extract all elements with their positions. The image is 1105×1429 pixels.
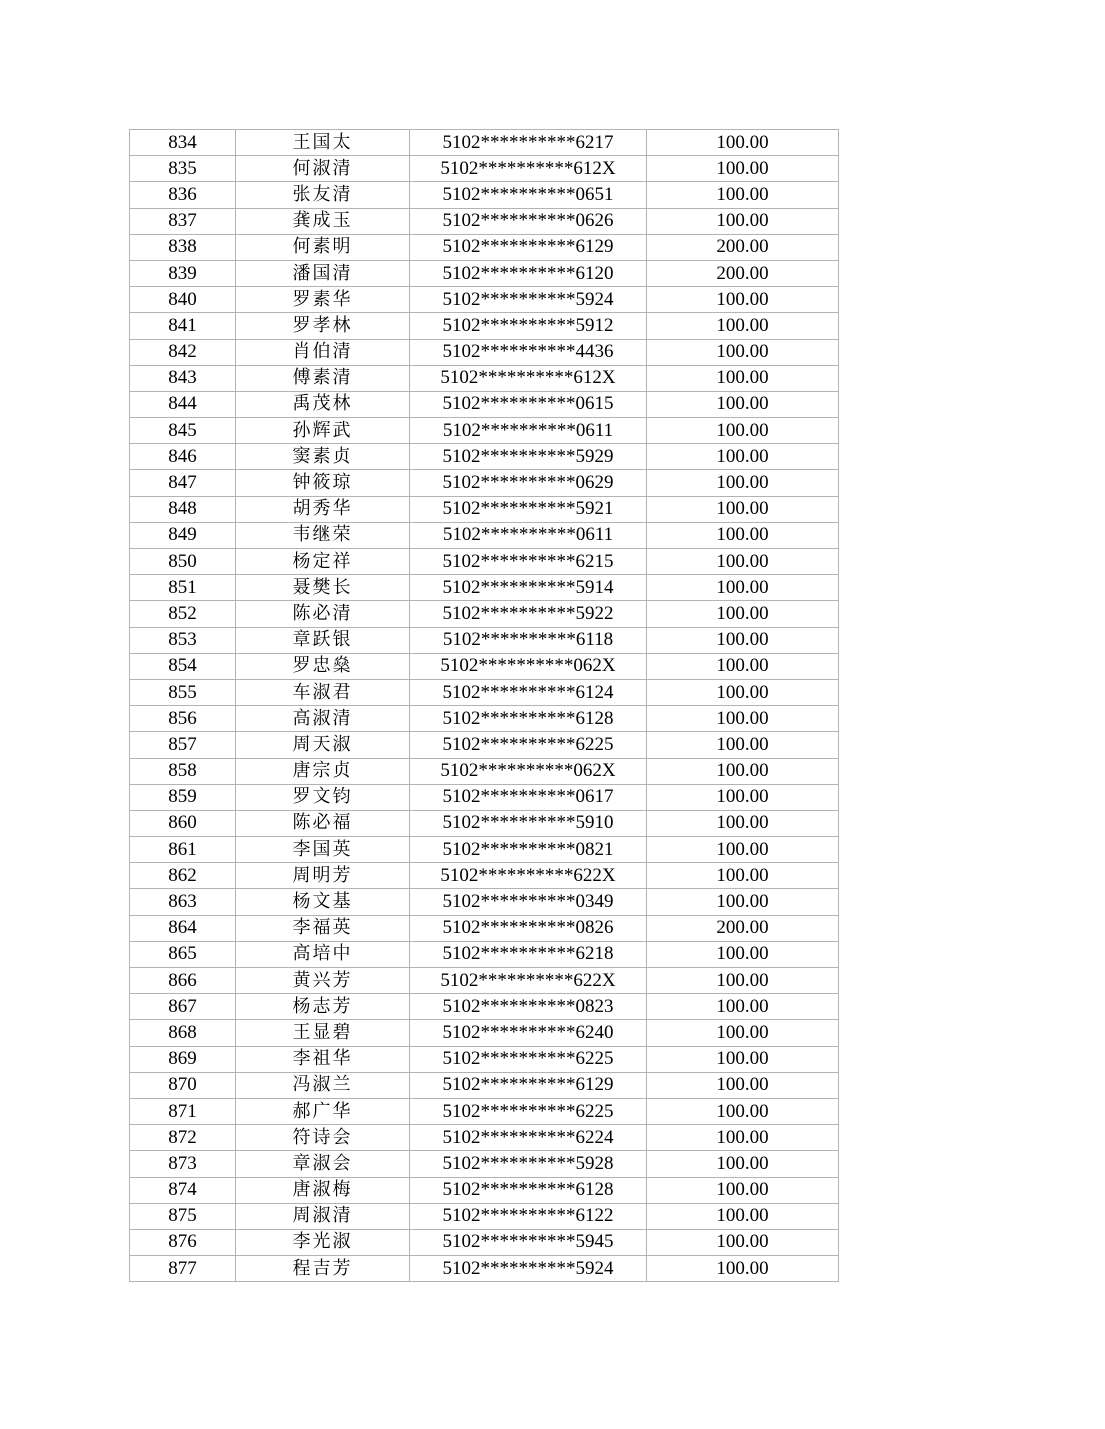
amount-cell: 100.00 — [647, 496, 839, 522]
amount-cell: 100.00 — [647, 182, 839, 208]
table-row — [130, 234, 839, 260]
amount-cell: 100.00 — [647, 1151, 839, 1177]
id-number-cell: 5102**********612X — [410, 365, 647, 391]
id-number-cell: 5102**********0615 — [410, 391, 647, 417]
amount-cell: 100.00 — [647, 994, 839, 1020]
table-row — [130, 575, 839, 601]
person-name-cell: 窦素贞 — [236, 444, 410, 470]
person-name-cell: 唐淑梅 — [236, 1177, 410, 1203]
amount-cell: 100.00 — [647, 863, 839, 889]
person-name-cell: 何淑清 — [236, 156, 410, 182]
table-row — [130, 208, 839, 234]
person-name-cell: 符诗会 — [236, 1125, 410, 1151]
table-row — [130, 549, 839, 575]
person-name-cell: 章淑会 — [236, 1151, 410, 1177]
id-number-cell: 5102**********6129 — [410, 1072, 647, 1098]
amount-cell: 100.00 — [647, 418, 839, 444]
row-number-cell: 875 — [130, 1203, 236, 1229]
row-number-cell: 839 — [130, 260, 236, 286]
id-number-cell: 5102**********6225 — [410, 732, 647, 758]
person-name-cell: 潘国清 — [236, 260, 410, 286]
amount-cell: 100.00 — [647, 732, 839, 758]
amount-cell: 100.00 — [647, 1256, 839, 1282]
amount-cell: 200.00 — [647, 260, 839, 286]
roster-table-body — [130, 130, 839, 1282]
amount-cell: 100.00 — [647, 758, 839, 784]
amount-cell: 100.00 — [647, 784, 839, 810]
id-number-cell: 5102**********5929 — [410, 444, 647, 470]
id-number-cell: 5102**********0826 — [410, 915, 647, 941]
id-number-cell: 5102**********062X — [410, 758, 647, 784]
table-row — [130, 287, 839, 313]
row-number-cell: 864 — [130, 915, 236, 941]
id-number-cell: 5102**********6240 — [410, 1020, 647, 1046]
table-row — [130, 601, 839, 627]
amount-cell: 100.00 — [647, 156, 839, 182]
row-number-cell: 872 — [130, 1125, 236, 1151]
amount-cell: 100.00 — [647, 706, 839, 732]
id-number-cell: 5102**********6122 — [410, 1203, 647, 1229]
person-name-cell: 李祖华 — [236, 1046, 410, 1072]
row-number-cell: 849 — [130, 522, 236, 548]
amount-cell: 100.00 — [647, 810, 839, 836]
row-number-cell: 836 — [130, 182, 236, 208]
amount-cell: 200.00 — [647, 234, 839, 260]
person-name-cell: 高培中 — [236, 941, 410, 967]
amount-cell: 100.00 — [647, 1177, 839, 1203]
id-number-cell: 5102**********0626 — [410, 208, 647, 234]
row-number-cell: 876 — [130, 1229, 236, 1255]
amount-cell: 100.00 — [647, 391, 839, 417]
id-number-cell: 5102**********5922 — [410, 601, 647, 627]
person-name-cell: 何素明 — [236, 234, 410, 260]
amount-cell: 100.00 — [647, 627, 839, 653]
person-name-cell: 周明芳 — [236, 863, 410, 889]
person-name-cell: 钟筱琼 — [236, 470, 410, 496]
amount-cell: 100.00 — [647, 339, 839, 365]
table-row — [130, 1125, 839, 1151]
row-number-cell: 842 — [130, 339, 236, 365]
table-row — [130, 1072, 839, 1098]
row-number-cell: 873 — [130, 1151, 236, 1177]
row-number-cell: 851 — [130, 575, 236, 601]
row-number-cell: 850 — [130, 549, 236, 575]
table-row — [130, 156, 839, 182]
id-number-cell: 5102**********622X — [410, 863, 647, 889]
table-row — [130, 627, 839, 653]
person-name-cell: 肖伯清 — [236, 339, 410, 365]
table-row — [130, 1229, 839, 1255]
person-name-cell: 高淑清 — [236, 706, 410, 732]
amount-cell: 100.00 — [647, 837, 839, 863]
table-row — [130, 1256, 839, 1282]
id-number-cell: 5102**********4436 — [410, 339, 647, 365]
table-row — [130, 732, 839, 758]
table-row — [130, 1098, 839, 1124]
id-number-cell: 5102**********5945 — [410, 1229, 647, 1255]
person-name-cell: 杨定祥 — [236, 549, 410, 575]
person-name-cell: 孙辉武 — [236, 418, 410, 444]
person-name-cell: 冯淑兰 — [236, 1072, 410, 1098]
row-number-cell: 861 — [130, 837, 236, 863]
id-number-cell: 5102**********612X — [410, 156, 647, 182]
row-number-cell: 856 — [130, 706, 236, 732]
row-number-cell: 874 — [130, 1177, 236, 1203]
amount-cell: 100.00 — [647, 653, 839, 679]
id-number-cell: 5102**********622X — [410, 968, 647, 994]
id-number-cell: 5102**********6128 — [410, 1177, 647, 1203]
row-number-cell: 853 — [130, 627, 236, 653]
table-row — [130, 130, 839, 156]
row-number-cell: 844 — [130, 391, 236, 417]
row-number-cell: 846 — [130, 444, 236, 470]
table-row — [130, 365, 839, 391]
id-number-cell: 5102**********6129 — [410, 234, 647, 260]
id-number-cell: 5102**********0349 — [410, 889, 647, 915]
row-number-cell: 858 — [130, 758, 236, 784]
table-row — [130, 313, 839, 339]
row-number-cell: 863 — [130, 889, 236, 915]
amount-cell: 100.00 — [647, 575, 839, 601]
person-name-cell: 杨志芳 — [236, 994, 410, 1020]
id-number-cell: 5102**********6118 — [410, 627, 647, 653]
id-number-cell: 5102**********6224 — [410, 1125, 647, 1151]
person-name-cell: 陈必福 — [236, 810, 410, 836]
row-number-cell: 840 — [130, 287, 236, 313]
person-name-cell: 罗文钧 — [236, 784, 410, 810]
row-number-cell: 852 — [130, 601, 236, 627]
table-row — [130, 470, 839, 496]
row-number-cell: 834 — [130, 130, 236, 156]
table-row — [130, 889, 839, 915]
person-name-cell: 章跃银 — [236, 627, 410, 653]
id-number-cell: 5102**********5928 — [410, 1151, 647, 1177]
row-number-cell: 848 — [130, 496, 236, 522]
table-row — [130, 994, 839, 1020]
id-number-cell: 5102**********5910 — [410, 810, 647, 836]
table-row — [130, 391, 839, 417]
row-number-cell: 845 — [130, 418, 236, 444]
table-row — [130, 260, 839, 286]
row-number-cell: 843 — [130, 365, 236, 391]
id-number-cell: 5102**********0617 — [410, 784, 647, 810]
table-row — [130, 837, 839, 863]
person-name-cell: 王国太 — [236, 130, 410, 156]
person-name-cell: 聂樊长 — [236, 575, 410, 601]
row-number-cell: 857 — [130, 732, 236, 758]
row-number-cell: 862 — [130, 863, 236, 889]
person-name-cell: 车淑君 — [236, 679, 410, 705]
person-name-cell: 李福英 — [236, 915, 410, 941]
table-row — [130, 496, 839, 522]
amount-cell: 100.00 — [647, 549, 839, 575]
id-number-cell: 5102**********0629 — [410, 470, 647, 496]
person-name-cell: 周淑清 — [236, 1203, 410, 1229]
person-name-cell: 张友清 — [236, 182, 410, 208]
person-name-cell: 傅素清 — [236, 365, 410, 391]
person-name-cell: 陈必清 — [236, 601, 410, 627]
id-number-cell: 5102**********5924 — [410, 1256, 647, 1282]
row-number-cell: 867 — [130, 994, 236, 1020]
id-number-cell: 5102**********6124 — [410, 679, 647, 705]
table-row — [130, 679, 839, 705]
person-name-cell: 杨文基 — [236, 889, 410, 915]
table-row — [130, 653, 839, 679]
amount-cell: 100.00 — [647, 1229, 839, 1255]
person-name-cell: 韦继荣 — [236, 522, 410, 548]
row-number-cell: 841 — [130, 313, 236, 339]
amount-cell: 100.00 — [647, 968, 839, 994]
person-name-cell: 李光淑 — [236, 1229, 410, 1255]
person-name-cell: 周天淑 — [236, 732, 410, 758]
id-number-cell: 5102**********6128 — [410, 706, 647, 732]
amount-cell: 100.00 — [647, 1072, 839, 1098]
id-number-cell: 5102**********0823 — [410, 994, 647, 1020]
row-number-cell: 838 — [130, 234, 236, 260]
amount-cell: 100.00 — [647, 130, 839, 156]
row-number-cell: 859 — [130, 784, 236, 810]
id-number-cell: 5102**********6225 — [410, 1098, 647, 1124]
row-number-cell: 871 — [130, 1098, 236, 1124]
person-name-cell: 程吉芳 — [236, 1256, 410, 1282]
table-row — [130, 810, 839, 836]
person-name-cell: 李国英 — [236, 837, 410, 863]
table-row — [130, 1203, 839, 1229]
table-row — [130, 784, 839, 810]
table-row — [130, 1151, 839, 1177]
person-name-cell: 郝广华 — [236, 1098, 410, 1124]
id-number-cell: 5102**********6217 — [410, 130, 647, 156]
amount-cell: 100.00 — [647, 889, 839, 915]
amount-cell: 100.00 — [647, 313, 839, 339]
amount-cell: 100.00 — [647, 444, 839, 470]
row-number-cell: 847 — [130, 470, 236, 496]
row-number-cell: 865 — [130, 941, 236, 967]
row-number-cell: 866 — [130, 968, 236, 994]
person-name-cell: 唐宗贞 — [236, 758, 410, 784]
id-number-cell: 5102**********5912 — [410, 313, 647, 339]
table-row — [130, 444, 839, 470]
amount-cell: 100.00 — [647, 365, 839, 391]
person-name-cell: 龚成玉 — [236, 208, 410, 234]
id-number-cell: 5102**********0611 — [410, 418, 647, 444]
amount-cell: 100.00 — [647, 1125, 839, 1151]
row-number-cell: 877 — [130, 1256, 236, 1282]
id-number-cell: 5102**********062X — [410, 653, 647, 679]
person-name-cell: 王显碧 — [236, 1020, 410, 1046]
person-name-cell: 罗孝林 — [236, 313, 410, 339]
amount-cell: 100.00 — [647, 522, 839, 548]
table-row — [130, 182, 839, 208]
id-number-cell: 5102**********5921 — [410, 496, 647, 522]
table-row — [130, 522, 839, 548]
amount-cell: 100.00 — [647, 1046, 839, 1072]
row-number-cell: 868 — [130, 1020, 236, 1046]
id-number-cell: 5102**********5924 — [410, 287, 647, 313]
row-number-cell: 869 — [130, 1046, 236, 1072]
amount-cell: 100.00 — [647, 679, 839, 705]
person-name-cell: 罗素华 — [236, 287, 410, 313]
table-row — [130, 1046, 839, 1072]
id-number-cell: 5102**********6218 — [410, 941, 647, 967]
id-number-cell: 5102**********0651 — [410, 182, 647, 208]
table-row — [130, 863, 839, 889]
person-name-cell: 胡秀华 — [236, 496, 410, 522]
amount-cell: 100.00 — [647, 601, 839, 627]
row-number-cell: 854 — [130, 653, 236, 679]
table-row — [130, 1020, 839, 1046]
person-name-cell: 黄兴芳 — [236, 968, 410, 994]
row-number-cell: 860 — [130, 810, 236, 836]
table-row — [130, 1177, 839, 1203]
amount-cell: 100.00 — [647, 941, 839, 967]
amount-cell: 100.00 — [647, 287, 839, 313]
amount-cell: 100.00 — [647, 1203, 839, 1229]
amount-cell: 100.00 — [647, 1098, 839, 1124]
id-number-cell: 5102**********6215 — [410, 549, 647, 575]
table-row — [130, 418, 839, 444]
amount-cell: 200.00 — [647, 915, 839, 941]
row-number-cell: 837 — [130, 208, 236, 234]
id-number-cell: 5102**********0611 — [410, 522, 647, 548]
amount-cell: 100.00 — [647, 208, 839, 234]
table-row — [130, 968, 839, 994]
table-row — [130, 706, 839, 732]
id-number-cell: 5102**********0821 — [410, 837, 647, 863]
table-row — [130, 915, 839, 941]
row-number-cell: 835 — [130, 156, 236, 182]
person-name-cell: 禹茂林 — [236, 391, 410, 417]
person-name-cell: 罗忠燊 — [236, 653, 410, 679]
amount-cell: 100.00 — [647, 470, 839, 496]
row-number-cell: 855 — [130, 679, 236, 705]
id-number-cell: 5102**********6120 — [410, 260, 647, 286]
amount-cell: 100.00 — [647, 1020, 839, 1046]
table-row — [130, 941, 839, 967]
id-number-cell: 5102**********6225 — [410, 1046, 647, 1072]
table-row — [130, 758, 839, 784]
table-row — [130, 339, 839, 365]
id-number-cell: 5102**********5914 — [410, 575, 647, 601]
row-number-cell: 870 — [130, 1072, 236, 1098]
roster-table — [129, 129, 839, 1282]
